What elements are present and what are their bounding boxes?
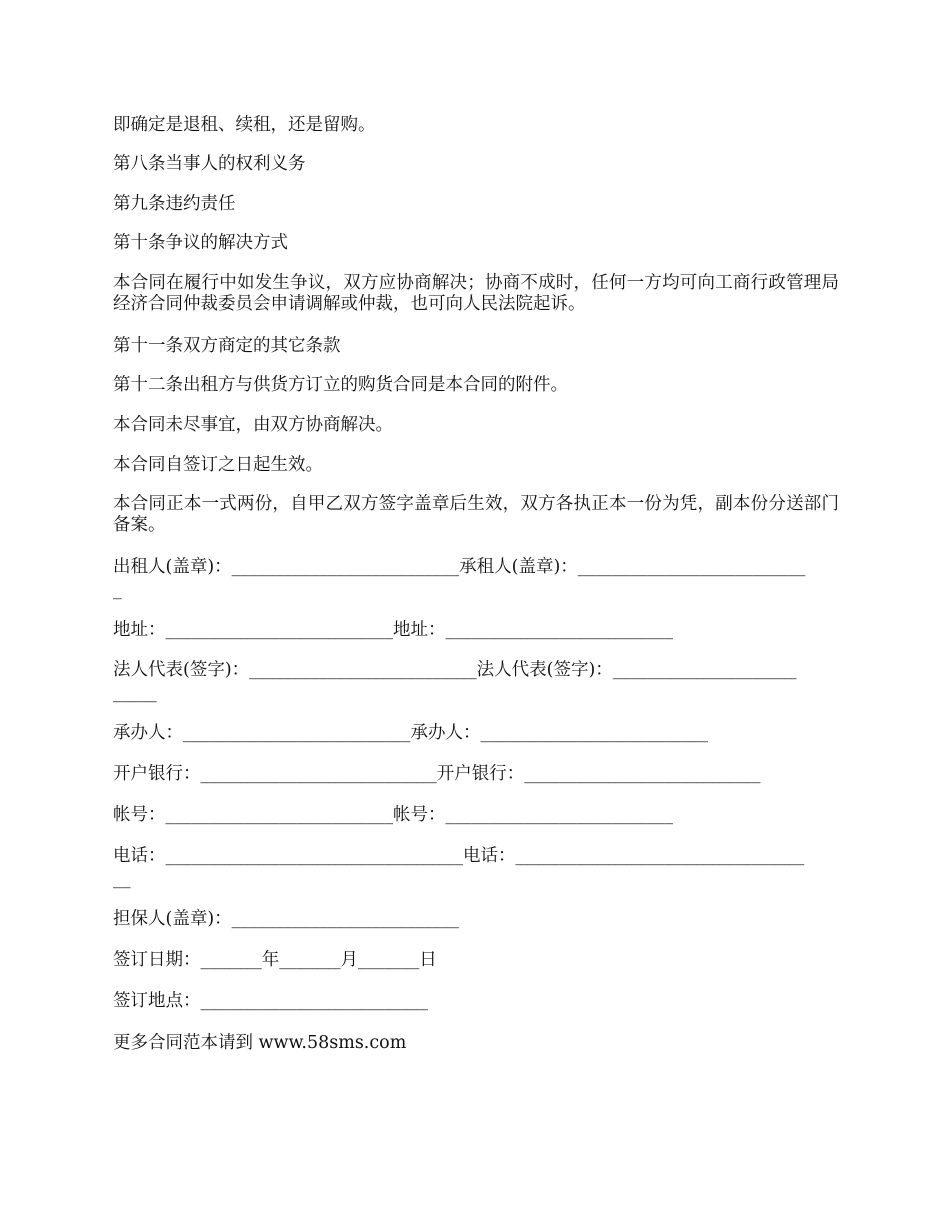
sign-line-lessor-lessee-cont: _ xyxy=(113,580,122,600)
text-effective-date: 本合同自签订之日起生效。 xyxy=(113,455,323,475)
heading-article-8: 第八条当事人的权利义务 xyxy=(113,154,306,174)
paragraph-dispute-resolution: 本合同在履行中如发生争议，双方应协商解决；协商不成时，任何一方均可向工商行政管理局经济合同仲裁委员会申请调解或仲裁，也可向人民法院起诉。 xyxy=(113,273,839,314)
heading-article-12: 第十二条出租方与供货方订立的购货合同是本合同的附件。 xyxy=(113,375,568,395)
heading-article-10: 第十条争议的解决方式 xyxy=(113,233,288,253)
text-unfinished-matters: 本合同未尽事宜，由双方协商解决。 xyxy=(113,415,393,435)
footer-more-templates: 更多合同范本请到 www.58sms.com xyxy=(113,1033,407,1053)
sign-line-place: 签订地点：__________________________ xyxy=(113,991,428,1011)
sign-line-legal-rep-cont: _____ xyxy=(113,683,157,703)
sign-line-account: 帐号：__________________________帐号：__________________________ xyxy=(113,805,673,825)
sign-line-phone-cont: __ xyxy=(113,869,131,889)
sign-line-date: 签订日期：_______年_______月_______日 xyxy=(113,950,437,970)
sign-line-bank: 开户银行：___________________________开户银行：___________________________ xyxy=(113,764,761,784)
sign-line-lessor-lessee: 出租人(盖章)：__________________________承租人(盖章)：__________________________ xyxy=(113,557,806,577)
heading-article-9: 第九条违约责任 xyxy=(113,194,236,214)
sign-line-guarantor: 担保人(盖章)：__________________________ xyxy=(113,909,460,929)
heading-article-11: 第十一条双方商定的其它条款 xyxy=(113,336,341,356)
sign-line-legal-rep: 法人代表(签字)：__________________________法人代表(签字)：_____________________ xyxy=(113,660,797,680)
sign-line-handler: 承办人：__________________________承办人：__________________________ xyxy=(113,723,708,743)
sign-line-address: 地址：__________________________地址：__________________________ xyxy=(113,620,673,640)
text-line-lease-end: 即确定是退租、续租，还是留购。 xyxy=(113,115,376,135)
paragraph-copies: 本合同正本一式两份，自甲乙双方签字盖章后生效，双方各执正本一份为凭，副本份分送部门备案。 xyxy=(113,494,839,535)
sign-line-phone: 电话：__________________________________电话：_________________________________ xyxy=(113,846,805,866)
